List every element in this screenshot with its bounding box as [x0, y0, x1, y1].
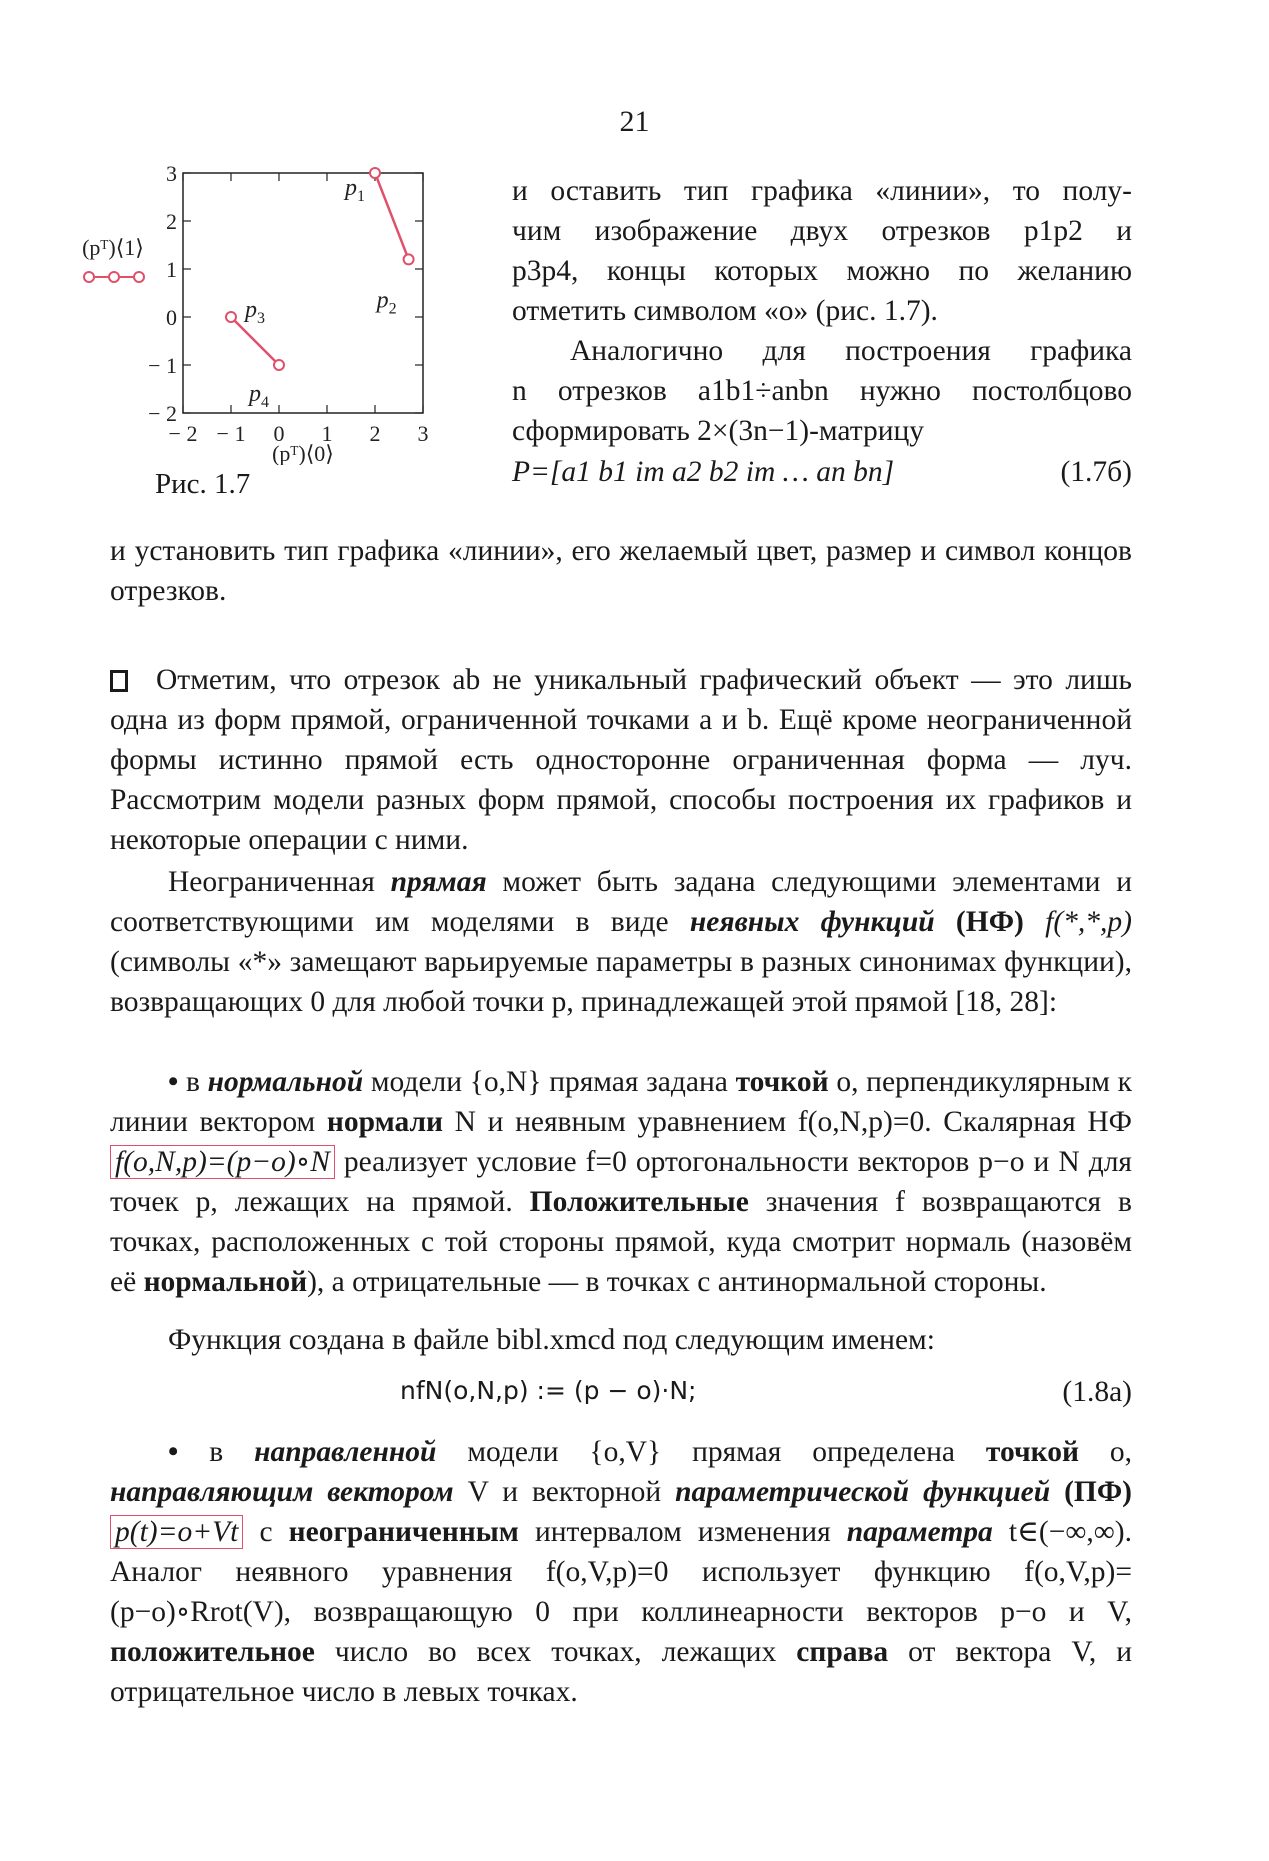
- text: N и неявным уравнением f(o,N,p)=0. Скалярная НФ: [443, 1106, 1132, 1138]
- point-label-p1: $p_1$: [345, 175, 365, 205]
- term-right: справа: [796, 1636, 889, 1668]
- term-positive: Положительные: [529, 1186, 749, 1218]
- text-line: n отрезков a1b1÷anbn нужно постолбцово: [512, 375, 1132, 407]
- term-implicit-functions: неявных функций: [689, 906, 935, 938]
- paragraph-after-figure: [110, 531, 1132, 611]
- x-tick-label: 1: [321, 421, 333, 446]
- boxed-formula: p(t)=o+Vt: [110, 1515, 243, 1549]
- term-point: точкой: [735, 1066, 829, 1098]
- math: f(*,*,p): [1045, 906, 1132, 938]
- text: от вектора V, и отрицательное число в левых точках.: [110, 1636, 1132, 1708]
- point-marker-p4: [274, 360, 284, 370]
- text: o,: [1079, 1436, 1133, 1468]
- formula: P=[a1 b1 im a2 b2 im … an bn]: [512, 456, 895, 488]
- text: значения f возвращаются в точках, расположенных с той стороны прямой, куда смотрит нормаль (назовём её: [110, 1186, 1132, 1298]
- term-normal: нормальной: [207, 1066, 364, 1098]
- unbounded-paragraph: [110, 862, 1132, 1022]
- page-number: 21: [619, 105, 650, 138]
- text: реализует условие f=0 ортогональности векторов p−o и N для точек p, лежащих на прямой.: [110, 1146, 1132, 1218]
- formula-number: (1.7б): [1060, 456, 1132, 488]
- text: (символы «*» замещают варьируемые параметры в разных синонимах функции), возвращающих 0 для любой точки p, принадлежащей этой прямой [18, 28]:: [110, 946, 1132, 1018]
- term-line: прямая: [390, 866, 487, 898]
- paragraph: и установить тип графика «линии», его желаемый цвет, размер и символ концов отрезков.: [110, 535, 1132, 607]
- point-marker-p1: [370, 168, 380, 178]
- text: o, перпендикулярным к линии вектором: [110, 1066, 1132, 1138]
- legend-marker: [84, 272, 94, 282]
- code-formula: nfN(o,N,p) := (p − o)·N;: [400, 1376, 697, 1405]
- point-label-p3: $p_3$: [245, 297, 265, 327]
- text: может быть задана следующими элементами и соответствующими им моделями в виде: [110, 866, 1132, 938]
- paragraph: [110, 1432, 1132, 1712]
- text: в: [209, 1436, 255, 1468]
- term-normal-vector: нормали: [326, 1106, 444, 1138]
- text-line: p3p4, концы которых можно по желанию: [512, 255, 1132, 287]
- figure-1-7: [75, 165, 480, 505]
- text: ), а отрицательные — в точках с антинормальной стороны.: [307, 1266, 1047, 1298]
- paragraph: [110, 862, 1132, 1022]
- term-parameter: параметра: [846, 1516, 993, 1548]
- note-text: Отметим, что отрезок ab не уникальный графический объект — это лишь одна из форм прямой, ограниченной точками a и b. Ещё кроме неограниченной формы истинно прямой есть односторонне ограниченная форма — луч. Рассмотрим модели разных форм прямой, способы построения их графиков и некоторые операции с ними.: [110, 664, 1132, 856]
- term-normal-side: нормальной: [143, 1266, 308, 1298]
- y-tick-label: − 2: [148, 401, 177, 426]
- text-line: и оставить тип графика «линии», то полу-: [512, 175, 1132, 207]
- segments-chart: [75, 165, 480, 465]
- x-tick-label: 0: [273, 421, 285, 446]
- text: модели {o,N} прямая задана: [363, 1066, 736, 1098]
- boxed-formula: f(o,N,p)=(p−o)∘N: [110, 1145, 335, 1179]
- right-column-text: [512, 171, 1132, 451]
- paragraph: Функция создана в файле bibl.xmcd под следующим именем:: [168, 1324, 935, 1356]
- text: с: [243, 1516, 289, 1548]
- text-line: сформировать 2×(3n−1)-матрицу: [512, 415, 925, 447]
- text: t∈(−∞,∞). Аналог неявного уравнения f(o,V,p)=0 использует функцию f(o,V,p)=(p−o)∘Rrot(V), возвращающую 0 при коллинеарности векторов p−o и V,: [110, 1516, 1132, 1628]
- abbr-pf: (ПФ): [1050, 1476, 1132, 1508]
- text: модели {o,V} прямая определена: [436, 1436, 986, 1468]
- term-direction-vector: направляющим вектором: [110, 1476, 454, 1508]
- bullet-icon: •: [168, 1066, 179, 1098]
- x-tick-label: − 1: [216, 421, 246, 446]
- point-marker-p2: [404, 254, 414, 264]
- point-label-p2: $p_2$: [376, 287, 397, 318]
- text: V и векторной: [453, 1476, 676, 1508]
- y-tick-label: 3: [166, 165, 177, 186]
- abbr-nf: (НФ): [934, 906, 1046, 938]
- x-axis-label: (pᵀ)⟨0⟩: [272, 441, 334, 465]
- point-label-p4: $p_4$: [249, 381, 269, 411]
- x-tick-label: 3: [417, 421, 429, 446]
- legend-marker: [109, 272, 119, 282]
- paragraph: [110, 1062, 1132, 1302]
- formula-number: (1.8а): [1062, 1376, 1132, 1408]
- term-point: точкой: [985, 1436, 1079, 1468]
- note-paragraph: [110, 660, 1132, 860]
- y-axis-label: (pᵀ)⟨1⟩: [82, 235, 144, 260]
- paragraph: [110, 660, 1132, 860]
- bullet-icon: •: [168, 1436, 179, 1468]
- x-tick-label: − 2: [168, 421, 198, 446]
- point-marker-p3: [226, 312, 236, 322]
- term-directed: направленной: [254, 1436, 437, 1468]
- square-icon: [110, 670, 128, 692]
- text: в: [186, 1066, 208, 1098]
- function-file-paragraph: [110, 1320, 1132, 1360]
- bullet-directed: [110, 1432, 1132, 1712]
- legend-marker: [134, 272, 144, 282]
- segment-1: [375, 173, 409, 259]
- y-tick-label: − 1: [148, 353, 177, 378]
- text-line: отметить символом «o» (рис. 1.7).: [512, 295, 938, 327]
- text: число во всех точках, лежащих: [314, 1636, 797, 1668]
- term-parametric-function: параметрической функцией: [675, 1476, 1051, 1508]
- text: Неограниченная: [168, 866, 391, 898]
- y-tick-label: 0: [166, 305, 177, 330]
- term-positive: положительное: [110, 1636, 315, 1668]
- y-tick-label: 1: [166, 257, 177, 282]
- term-unbounded: неограниченным: [288, 1516, 519, 1548]
- text: интервалом изменения: [518, 1516, 847, 1548]
- figure-caption: Рис. 1.7: [155, 468, 251, 500]
- y-tick-label: 2: [166, 209, 177, 234]
- text-line: Аналогично для построения графика: [570, 335, 1132, 367]
- bullet-normal: [110, 1062, 1132, 1302]
- segment-2: [231, 317, 279, 365]
- text-line: чим изображение двух отрезков p1p2 и: [512, 215, 1132, 247]
- x-tick-label: 2: [369, 421, 381, 446]
